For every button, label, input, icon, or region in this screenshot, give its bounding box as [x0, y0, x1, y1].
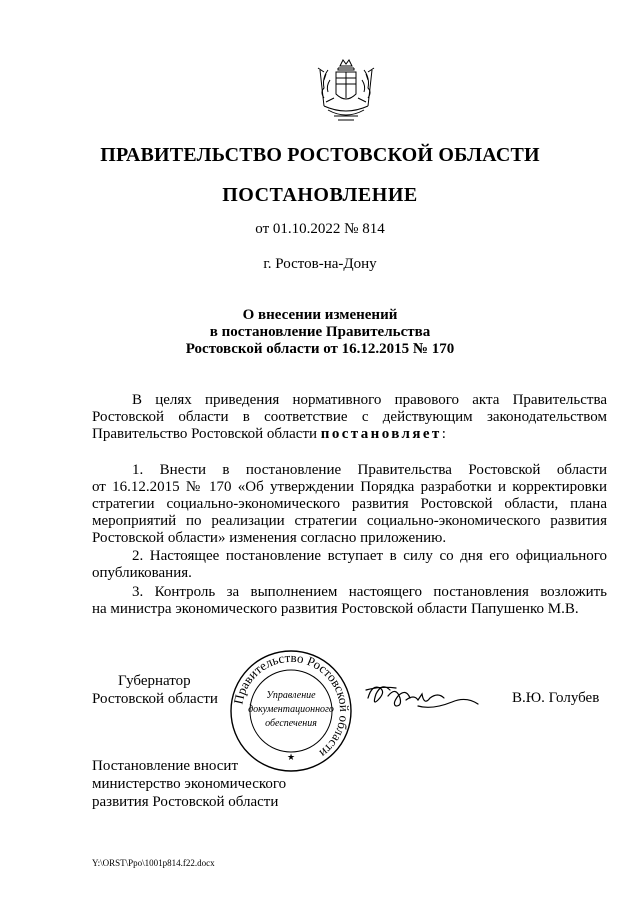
intro-line: Ростовской области в соответствие с действующим законодательством — [92, 409, 607, 425]
seal-ring-text: Правительство Ростовской области — [230, 649, 353, 762]
intro-line: В целях приведения нормативного правового акта Правительства — [132, 392, 607, 408]
intro-paragraph — [92, 392, 607, 443]
submitted-by-note — [92, 757, 286, 811]
item-line: 2. Настоящее постановление вступает в силу со дня его официального — [132, 548, 607, 564]
intro-line-end: : — [441, 426, 446, 442]
handwritten-signature — [362, 676, 482, 716]
intro-line — [92, 426, 607, 443]
item-line: 3. Контроль за выполнением настоящего постановления возложить — [132, 584, 607, 600]
note-line: развития Ростовской области — [92, 794, 279, 810]
item-line: на министра экономического развития Ростовской области Папушенко М.В. — [92, 601, 579, 617]
document-city: г. Ростов-на-Дону — [263, 256, 377, 272]
position-line: Ростовской области — [92, 691, 218, 707]
document-type: ПОСТАНОВЛЕНИЕ — [222, 184, 418, 206]
item-line: Ростовской области» изменения согласно приложению. — [92, 530, 447, 546]
decree-word: постановляет — [320, 426, 442, 442]
signatory-position — [92, 672, 218, 708]
note-line: Постановление вносит — [92, 758, 239, 774]
file-path: Y:\ORST\Ppo\1001p814.f22.docx — [92, 858, 215, 868]
position-line: Губернатор — [118, 673, 191, 689]
seal-center-line: обеспечения — [265, 718, 317, 729]
coat-of-arms-icon — [314, 58, 378, 128]
seal-center-line: документационного — [248, 704, 334, 715]
item-2-paragraph — [92, 548, 607, 582]
government-title: ПРАВИТЕЛЬСТВО РОСТОВСКОЙ ОБЛАСТИ — [100, 144, 540, 166]
note-line: министерство экономического — [92, 776, 287, 792]
item-1-paragraph — [92, 462, 607, 547]
document-date-number: от 01.10.2022 № 814 — [255, 221, 385, 237]
item-line: от 16.12.2015 № 170 «Об утверждении Порядка разработки и корректировки — [92, 479, 607, 495]
subject-line: Ростовской области от 16.12.2015 № 170 — [185, 341, 455, 357]
item-line: опубликования. — [92, 565, 192, 581]
official-seal — [228, 648, 354, 774]
item-line: 1. Внести в постановление Правительства Ростовской области — [132, 462, 607, 478]
item-line: стратегии социально-экономического развития Ростовской области, плана — [92, 496, 607, 512]
svg-text:★: ★ — [286, 752, 296, 762]
subject-line: в постановление Правительства — [209, 324, 431, 340]
document-subject — [0, 307, 640, 358]
item-3-paragraph — [92, 584, 607, 618]
seal-center-line: Управление — [266, 690, 316, 701]
subject-line: О внесении изменений — [242, 307, 398, 323]
item-line: мероприятий по реализации стратегии социально-экономического развития — [92, 513, 607, 529]
intro-line-text: Правительство Ростовской области — [92, 426, 321, 442]
signatory-name: В.Ю. Голубев — [512, 690, 600, 706]
